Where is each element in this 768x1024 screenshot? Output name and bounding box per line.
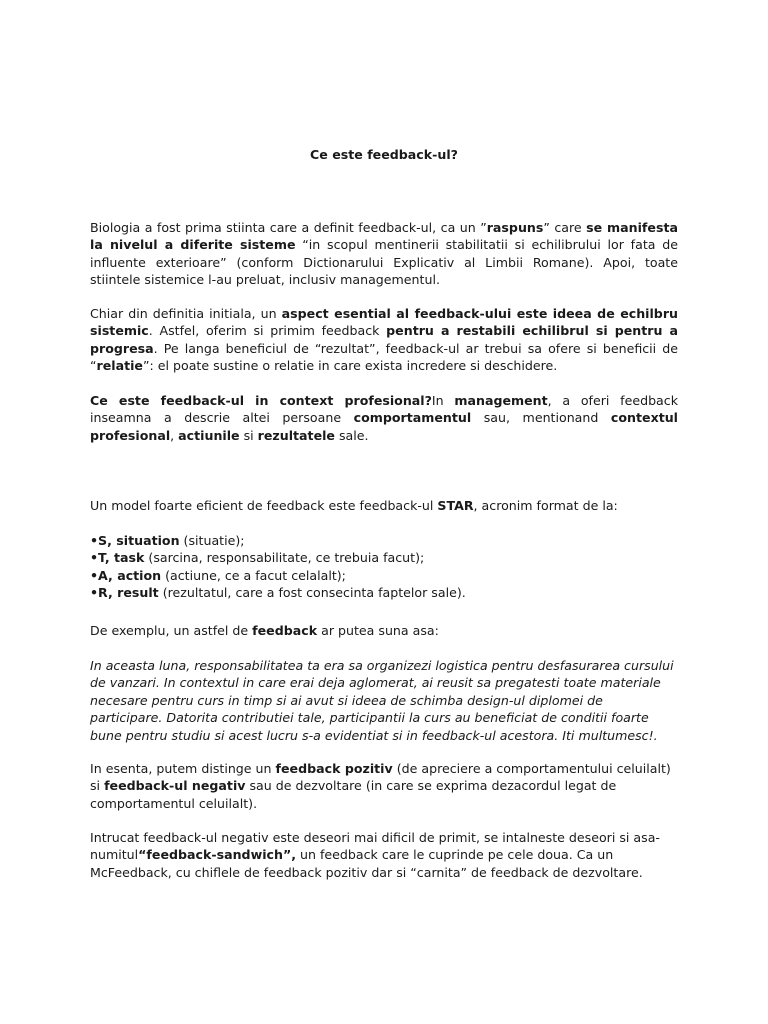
paragraph-sandwich <box>90 829 678 881</box>
bold-run: pentru a restabili echilibrul si pentru a progresa <box>90 323 678 356</box>
paragraph-positive-negative <box>90 760 678 812</box>
text-run: (actiune, ce a facut celalalt); <box>161 567 346 583</box>
list-item <box>90 532 678 549</box>
text-run: , <box>170 427 179 443</box>
bold-run: •R, result <box>90 585 159 601</box>
document-page <box>90 0 678 1024</box>
text-run: . Pe langa beneficiul de “rezultat”, feedback-ul ar trebui sa ofere si beneficii de “ <box>90 340 678 374</box>
paragraph-definition <box>90 305 678 375</box>
bold-run: Ce este feedback-ul in context profesional? <box>90 393 432 408</box>
bold-run: feedback-ul negativ <box>104 778 246 794</box>
text-run: Chiar din definitia initiala, un <box>90 306 282 321</box>
bold-run: aspect esential al feedback-ului este ideea de echilbru sistemic <box>90 306 678 339</box>
text-run: ”: el poate sustine o relatie in care exista incredere si deschidere. <box>142 358 558 374</box>
bold-run: feedback pozitiv <box>275 761 393 776</box>
text-run: De exemplu, un astfel de <box>90 623 253 638</box>
list-item <box>90 549 678 566</box>
bold-run: management <box>454 393 548 408</box>
bold-run: •T, task <box>90 550 145 566</box>
quote-line: de vanzari. In contextul in care erai deja aglomerat, ai reusit sa pregatesti toate materiale <box>90 675 661 691</box>
paragraph-professional-context <box>90 392 678 444</box>
quote-line: bune pentru studiu si acest lucru s-a evidentiat si in feedback-ul acestora. Iti multumesc!. <box>90 727 658 743</box>
bold-run: •A, action <box>90 567 162 583</box>
text-run: si <box>90 778 105 794</box>
text-run: (situatie); <box>179 533 245 548</box>
text-run: si <box>239 427 258 443</box>
text-run: , acronim format de la: <box>473 498 618 513</box>
list-item <box>90 567 678 584</box>
bold-run: feedback <box>252 623 318 638</box>
text-line <box>90 777 678 794</box>
text-line: comportamentul celuilalt). <box>90 795 258 811</box>
text-run: numitul <box>90 847 139 863</box>
bold-run: STAR <box>437 498 474 513</box>
text-run: . Astfel, oferim si primim feedback <box>148 323 387 339</box>
paragraph-example-intro <box>90 622 678 639</box>
bold-run: “feedback-sandwich”, <box>138 847 297 863</box>
star-list <box>90 532 678 602</box>
bold-run: actiunile <box>178 427 240 443</box>
text-run: “in scopul mentinerii stabilitatii si echilibrului lor fata de influente exterioare” (conform Dictionarului Explicativ al Limbii Romane). Apoi, toate stiintele sistemice l-au preluat, inclusiv managementul. <box>90 237 678 288</box>
text-line: McFeedback, cu chiflele de feedback pozitiv dar si “carnita” de feedback de dezvoltare. <box>90 864 643 880</box>
text-run: sau de dezvoltare (in care se exprima dezacordul legat de <box>245 778 617 794</box>
bold-run: •S, situation <box>90 533 180 548</box>
bold-run: rezultatele <box>257 427 335 443</box>
paragraph-star-intro <box>90 497 678 514</box>
text-run: (rezultatul, care a fost consecinta faptelor sale). <box>158 585 466 601</box>
text-run: Un model foarte eficient de feedback este feedback-ul <box>90 498 438 513</box>
text-run: (sarcina, responsabilitate, ce trebuia facut); <box>144 550 425 566</box>
document-title: Ce este feedback-ul? <box>310 147 458 162</box>
quote-line: In aceasta luna, responsabilitatea ta era sa organizezi logistica pentru desfasurarea cursului <box>90 658 674 673</box>
quote-line: participare. Datorita contributiei tale, participantii la curs au beneficiat de conditii foarte <box>90 710 649 726</box>
bold-run: contextul profesional <box>90 410 678 443</box>
bold-run: raspuns <box>486 220 544 235</box>
text-run: ” care <box>543 220 587 235</box>
text-run: In <box>431 393 455 408</box>
bold-run: comportamentul <box>353 410 472 426</box>
text-run: In esenta, putem distinge un <box>90 761 276 776</box>
text-run: (de apreciere a comportamentului celuilalt) <box>392 761 671 776</box>
text-line: Intrucat feedback-ul negativ este deseori mai dificil de primit, se intalneste deseori si asa- <box>90 830 660 845</box>
text-run: , a oferi feedback inseamna a descrie altei persoane <box>90 393 678 426</box>
text-run: un feedback care le cuprinde pe cele doua. Ca un <box>296 847 614 863</box>
bold-run: se manifesta la nivelul a diferite sisteme <box>90 220 678 253</box>
text-run: Biologia a fost prima stiinta care a definit feedback-ul, ca un ” <box>90 220 487 235</box>
text-run: sale. <box>334 427 369 443</box>
bold-run: relatie <box>96 358 143 374</box>
list-item <box>90 584 678 601</box>
text-run: sau, mentionand <box>471 410 611 426</box>
text-line <box>90 846 678 863</box>
text-run: ar putea suna asa: <box>317 623 439 638</box>
paragraph-example-quote <box>90 657 678 744</box>
paragraph-biology <box>90 219 678 289</box>
quote-line: necesare pentru curs in timp si ai avut si ideea de schimba design-ul diplomei de <box>90 692 603 708</box>
text-line <box>90 760 678 777</box>
